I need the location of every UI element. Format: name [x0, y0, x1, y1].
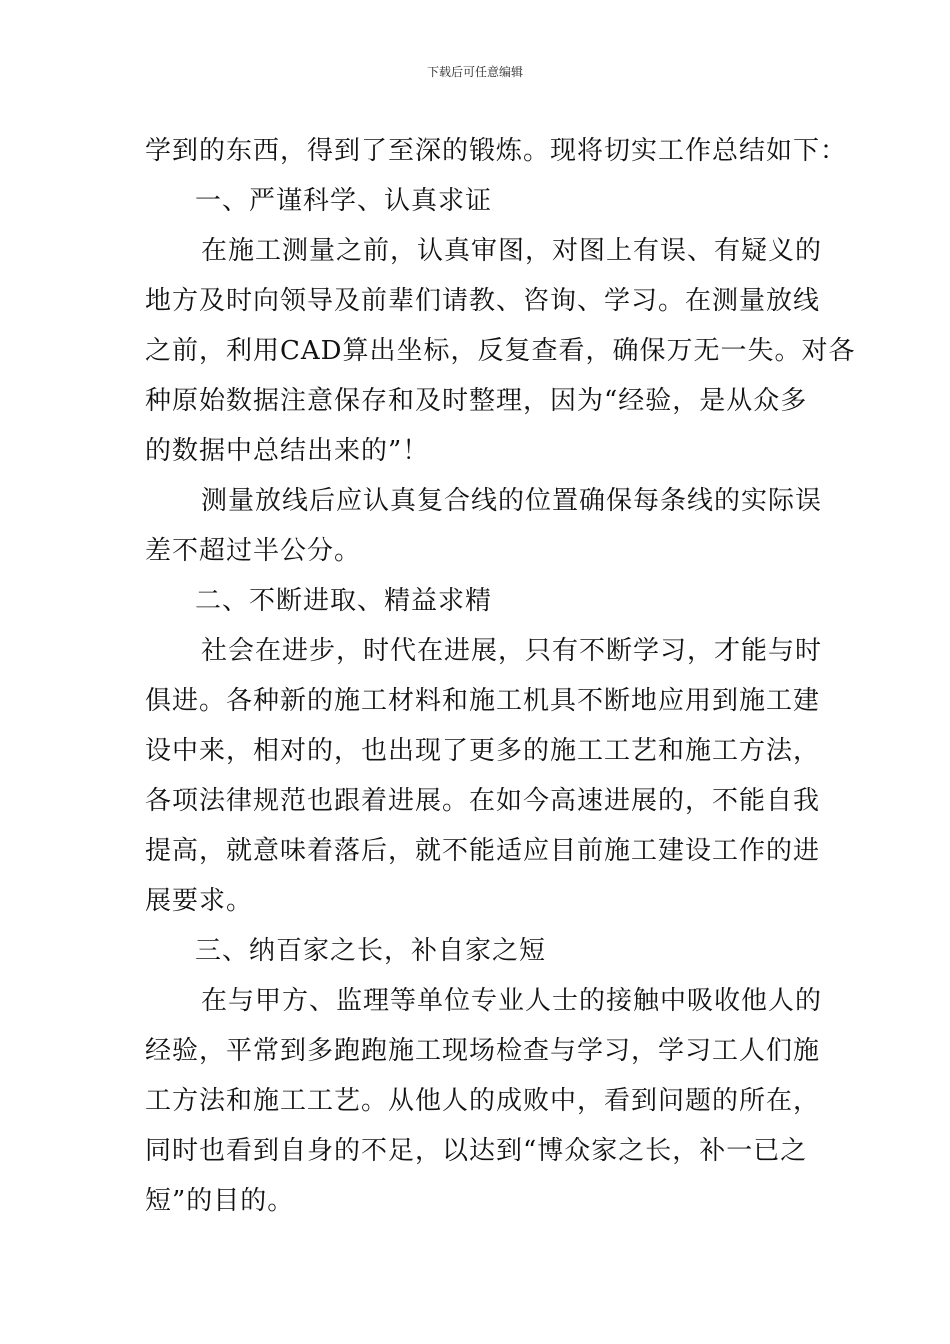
- paragraph-line: 在施工测量之前，认真审图，对图上有误、有疑义的: [201, 236, 823, 266]
- text-line: 同时也看到自身的不足，以达到“博众家之长，补一已之: [145, 1136, 808, 1166]
- document-body: [145, 126, 856, 1226]
- section-heading-2: 二、不断进取、精益求精: [195, 586, 493, 616]
- text-line: 各项法律规范也跟着进展。在如今高速进展的，不能自我: [145, 786, 821, 816]
- text-line: 地方及时向领导及前辈们请教、咨询、学习。在测量放线: [145, 286, 821, 316]
- text-line: 展要求。: [145, 886, 254, 916]
- text-line: 设中来，相对的，也出现了更多的施工工艺和施工方法，: [145, 736, 821, 766]
- paragraph-line: 社会在进步，时代在进展，只有不断学习，才能与时: [201, 636, 823, 666]
- text-line: 的数据中总结出来的”！: [145, 436, 430, 466]
- text-line: 俱进。各种新的施工材料和施工机具不断地应用到施工建: [145, 686, 821, 716]
- section-heading-3: 三、纳百家之长，补自家之短: [195, 936, 547, 966]
- paragraph-line: 测量放线后应认真复合线的位置确保每条线的实际误: [201, 486, 823, 516]
- text-line: 经验，平常到多跑跑施工现场检查与学习，学习工人们施: [145, 1036, 821, 1066]
- text-line: 种原始数据注意保存和及时整理，因为“经验，是从众多: [145, 386, 808, 416]
- text-line: 工方法和施工工艺。从他人的成败中，看到问题的所在，: [145, 1086, 821, 1116]
- paragraph-line: 在与甲方、监理等单位专业人士的接触中吸收他人的: [201, 986, 823, 1016]
- text-line: 短”的目的。: [145, 1186, 295, 1216]
- text-line: 学到的东西，得到了至深的锻炼。现将切实工作总结如下：: [145, 136, 848, 166]
- text-line: 差不超过半公分。: [145, 536, 362, 566]
- page-header: 下载后可任意编辑: [426, 65, 523, 79]
- section-heading-1: 一、严谨科学、认真求证: [195, 186, 493, 216]
- text-line: 之前，利用CAD算出坐标，反复查看，确保万无一失。对各: [145, 336, 856, 366]
- text-line: 提高，就意味着落后，就不能适应目前施工建设工作的进: [145, 836, 821, 866]
